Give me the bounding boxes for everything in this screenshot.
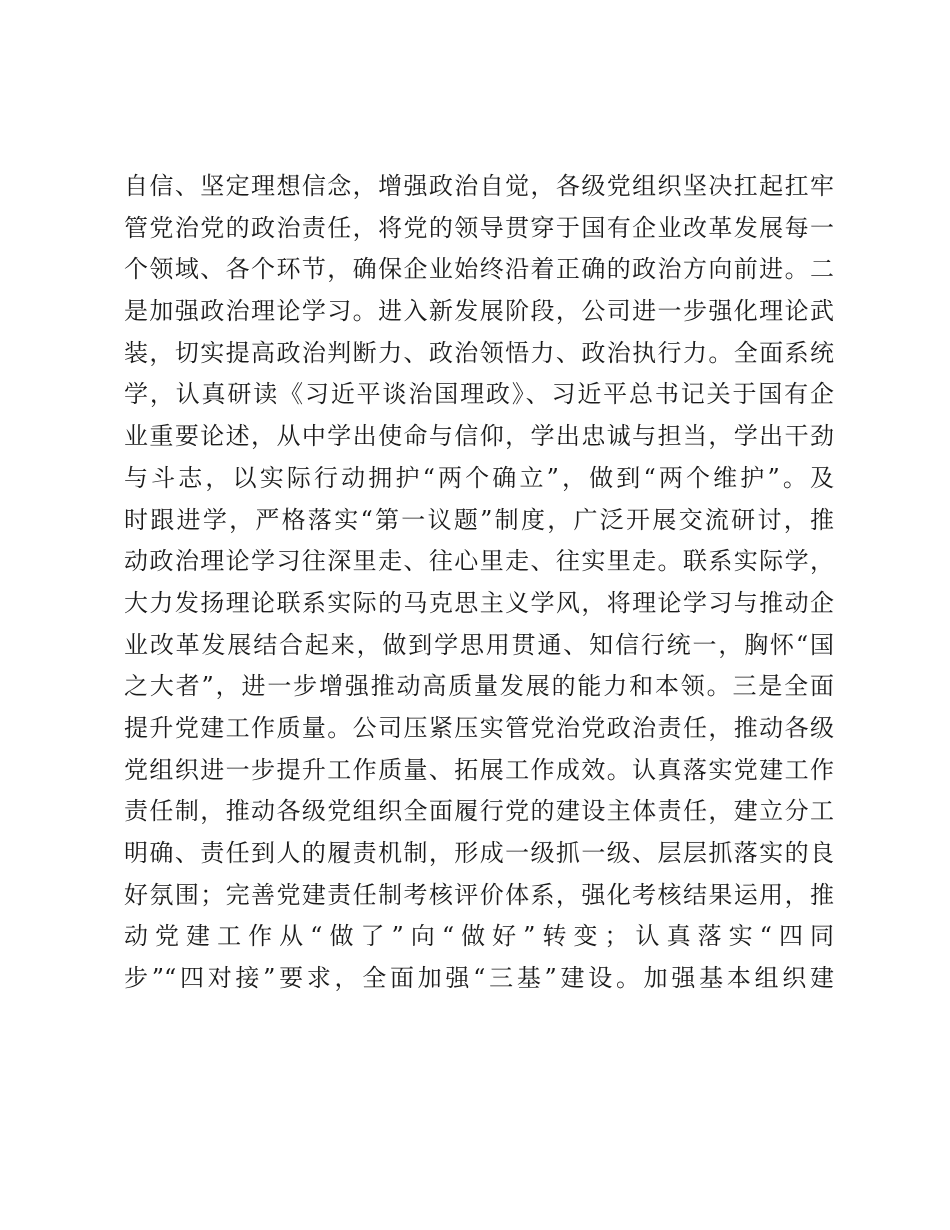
text-line: 自信、坚定理想信念，增强政治自觉，各级党组织坚决扛起扛牢 bbox=[124, 172, 834, 200]
text-line: 党组织进一步提升工作质量、拓展工作成效。认真落实党建工作 bbox=[124, 755, 834, 784]
text-line: 好氛围；完善党建责任制考核评价体系，强化考核结果运用，推 bbox=[124, 880, 834, 909]
text-line: 之大者”，进一步增强推动高质量发展的能力和本领。三是全面 bbox=[124, 672, 834, 701]
text-line: 动党建工作从“做了”向“做好”转变；认真落实“四同 bbox=[124, 922, 834, 951]
text-line: 步”“四对接”要求，全面加强“三基”建设。加强基本组织建 bbox=[124, 964, 834, 993]
text-line: 大力发扬理论联系实际的马克思主义学风，将理论学习与推动企 bbox=[124, 588, 834, 617]
text-line: 时跟进学，严格落实“第一议题”制度，广泛开展交流研讨，推 bbox=[124, 505, 834, 534]
text-line: 提升党建工作质量。公司压紧压实管党治党政治责任，推动各级 bbox=[124, 713, 834, 742]
text-line: 装，切实提高政治判断力、政治领悟力、政治执行力。全面系统 bbox=[124, 338, 834, 367]
text-line: 管党治党的政治责任，将党的领导贯穿于国有企业改革发展每一 bbox=[124, 213, 834, 242]
text-line: 动政治理论学习往深里走、往心里走、往实里走。联系实际学， bbox=[124, 547, 834, 576]
text-line: 业改革发展结合起来，做到学思用贯通、知信行统一，胸怀“国 bbox=[124, 630, 834, 659]
text-line: 责任制，推动各级党组织全面履行党的建设主体责任，建立分工 bbox=[124, 797, 834, 826]
text-line: 明确、责任到人的履责机制，形成一级抓一级、层层抓落实的良 bbox=[124, 839, 834, 867]
text-line: 业重要论述，从中学出使命与信仰，学出忠诚与担当，学出干劲 bbox=[124, 422, 834, 451]
text-line: 是加强政治理论学习。进入新发展阶段，公司进一步强化理论武 bbox=[124, 297, 834, 326]
text-line: 个领域、各个环节，确保企业始终沿着正确的政治方向前进。二 bbox=[124, 255, 834, 284]
text-line: 学，认真研读《习近平谈治国理政》、习近平总书记关于国有企 bbox=[124, 380, 834, 409]
text-line: 与斗志，以实际行动拥护“两个确立”，做到“两个维护”。及 bbox=[124, 463, 834, 492]
body-text bbox=[124, 166, 834, 1000]
